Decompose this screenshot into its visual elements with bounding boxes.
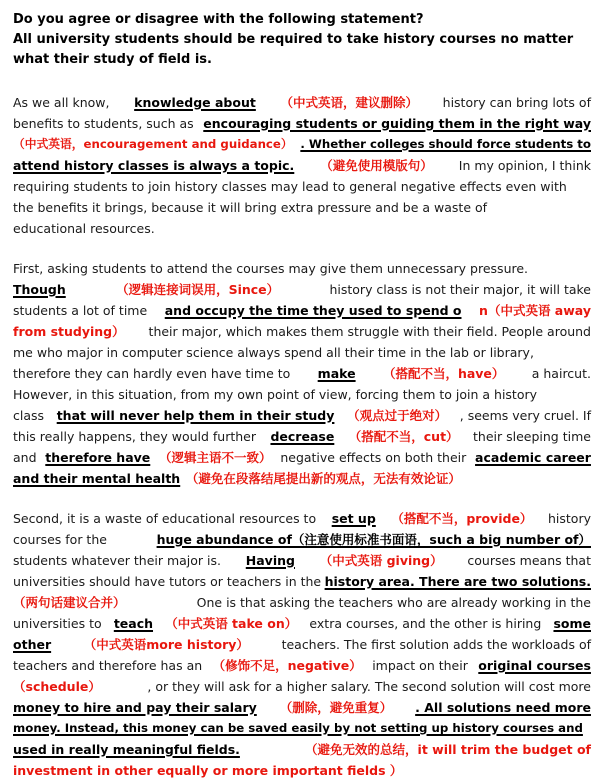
- p2-line-11: [13, 468, 591, 489]
- marked-text: huge abundance of（注意使用标准书面语，such a big number of）: [156, 532, 591, 547]
- marked-text: used in really meaningful fields.: [13, 742, 240, 757]
- p1-line-4: [13, 155, 591, 176]
- marked-text: money. Instead, this money can be saved easily by not setting up history courses and: [13, 721, 583, 735]
- marked-text: decrease: [270, 429, 335, 444]
- text: benefits to students, such as: [13, 116, 194, 131]
- p2-line-1: [13, 258, 591, 279]
- text: me who major in computer science always spend all their time in the lab or library,: [13, 345, 534, 360]
- p3-line-6: [13, 613, 591, 634]
- text: universities should have tutors or teachers in the: [13, 574, 322, 589]
- marked-text: and occupy the time they used to spend o: [164, 303, 462, 318]
- text: teachers. The first solution adds the workloads of: [281, 637, 591, 652]
- p3-line-3: [13, 550, 591, 571]
- text: this really happens, they would further: [13, 429, 257, 444]
- p1-line-7: [13, 218, 591, 239]
- marked-text: academic career: [475, 450, 591, 465]
- correction-note: investment in other equally or more important fields ）: [13, 763, 403, 778]
- correction-note: （中式英语，建议删除）: [280, 95, 418, 110]
- p2-line-4: [13, 321, 591, 342]
- marked-text: therefore have: [45, 450, 151, 465]
- p3-line-1: [13, 508, 591, 529]
- p2-line-3: [13, 300, 591, 321]
- marked-text: and their mental health: [13, 471, 181, 486]
- p2-line-9: [13, 426, 591, 447]
- text: history class is not their major, it will take: [329, 282, 591, 297]
- marked-text: . All solutions need more: [415, 700, 591, 715]
- text: their sleeping time: [473, 429, 591, 444]
- correction-note: （删除，避免重复）: [279, 700, 393, 715]
- text: the benefits it brings, because it will bring extra pressure and be a waste of: [13, 200, 488, 215]
- marked-text: knowledge about: [134, 95, 256, 110]
- marked-text: . Whether colleges should force students to: [300, 137, 591, 151]
- text: courses means that: [467, 553, 591, 568]
- p3-line-2: [13, 529, 591, 550]
- text: , seems very cruel. If: [459, 408, 591, 423]
- text: Second, it is a waste of educational resources to: [13, 511, 317, 526]
- marked-text: that will never help them in their study: [56, 408, 335, 423]
- prompt-question: Do you agree or disagree with the following statement?: [13, 12, 424, 27]
- p1-line-3: [13, 134, 591, 155]
- p3-line-9: [13, 676, 591, 697]
- text: universities to: [13, 616, 102, 631]
- marked-text: some: [553, 616, 591, 631]
- essay-prompt: [13, 10, 591, 70]
- correction-note: n（中式英语 away: [479, 303, 591, 318]
- correction-note: （搭配不当，provide）: [391, 511, 533, 526]
- p2-line-6: [13, 363, 591, 384]
- marked-text: original courses: [478, 658, 591, 673]
- correction-note: （搭配不当，cut）: [348, 429, 459, 444]
- p3-line-12: [13, 739, 591, 760]
- correction-note: （中式英语 giving）: [319, 553, 443, 568]
- text: teachers and therefore has an: [13, 658, 203, 673]
- p3-line-8: [13, 655, 591, 676]
- marked-text: set up: [331, 511, 376, 526]
- text: , or they will ask for a higher salary. The second solution will cost more: [147, 679, 591, 694]
- p1-line-6: [13, 197, 591, 218]
- correction-note: （schedule）: [13, 679, 101, 694]
- text: impact on their: [372, 658, 468, 673]
- marked-text: encouraging students or guiding them in the right way: [203, 116, 591, 131]
- p2-line-8: [13, 405, 591, 426]
- correction-note: （修饰不足，negative）: [212, 658, 362, 673]
- p1-line-2: [13, 113, 591, 134]
- text: a haircut.: [531, 366, 591, 381]
- marked-text: teach: [113, 616, 154, 631]
- correction-note: （搭配不当，have）: [382, 366, 505, 381]
- p2-line-2: [13, 279, 591, 300]
- text: history: [548, 511, 591, 526]
- correction-note: （两句话建议合并）: [13, 595, 126, 610]
- correction-note: （避免使用模版句）: [320, 158, 433, 173]
- marked-text: attend history classes is always a topic.: [13, 158, 295, 173]
- text: educational resources.: [13, 221, 155, 236]
- correction-note: （逻辑主语不一致）: [159, 450, 272, 465]
- correction-note: （中式英语，encouragement and guidance）: [13, 137, 293, 151]
- text: therefore they can hardly even have time to: [13, 366, 291, 381]
- prompt-statement: All university students should be required to take history courses no matter what their study of field is.: [13, 32, 574, 67]
- marked-text: history area. There are two solutions.: [324, 574, 591, 589]
- marked-text: make: [317, 366, 356, 381]
- p3-line-10: [13, 697, 591, 718]
- p3-line-5: [13, 592, 591, 613]
- p2-line-7: [13, 384, 591, 405]
- text: One is that asking the teachers who are already working in the: [196, 595, 591, 610]
- text: history can bring lots of: [442, 95, 591, 110]
- p3-line-4: [13, 571, 591, 592]
- correction-note: （中式英语 take on）: [165, 616, 298, 631]
- marked-text: Though: [13, 282, 66, 297]
- text: students a lot of time: [13, 303, 148, 318]
- p2-line-5: [13, 342, 591, 363]
- text: class: [13, 408, 45, 423]
- correction-note: from studying）: [13, 324, 125, 339]
- correction-note: （避免无效的总结，it will trim the budget of: [305, 742, 591, 757]
- correction-note: （避免在段落结尾提出新的观点，无法有效论证）: [185, 471, 461, 486]
- text: In my opinion, I think: [458, 158, 591, 173]
- marked-text: money to hire and pay their salary: [13, 700, 257, 715]
- text: students whatever their major is.: [13, 553, 221, 568]
- p3-line-7: [13, 634, 591, 655]
- text: As we all know,: [13, 95, 110, 110]
- p2-line-10: [13, 447, 591, 468]
- marked-text: Having: [245, 553, 295, 568]
- p1-line-5: [13, 176, 591, 197]
- text: negative effects on both their: [280, 450, 467, 465]
- p1-line-1: [13, 92, 591, 113]
- correction-note: （逻辑连接词误用，Since）: [116, 282, 280, 297]
- text: extra courses, and the other is hiring: [309, 616, 542, 631]
- marked-text: other: [13, 637, 52, 652]
- p3-line-13: [13, 760, 591, 781]
- text: However, in this situation, from my own point of view, forcing them to join a history: [13, 387, 538, 402]
- p3-line-11: [13, 718, 591, 739]
- text: courses for the: [13, 532, 107, 547]
- text: requiring students to join history classes may lead to general negative effects even with: [13, 179, 567, 194]
- correction-note: （中式英语more history）: [83, 637, 249, 652]
- text: and: [13, 450, 37, 465]
- correction-note: （观点过于绝对）: [347, 408, 448, 423]
- text: their major, which makes them struggle with their field. People around: [148, 324, 591, 339]
- text: First, asking students to attend the courses may give them unnecessary pressure.: [13, 261, 529, 276]
